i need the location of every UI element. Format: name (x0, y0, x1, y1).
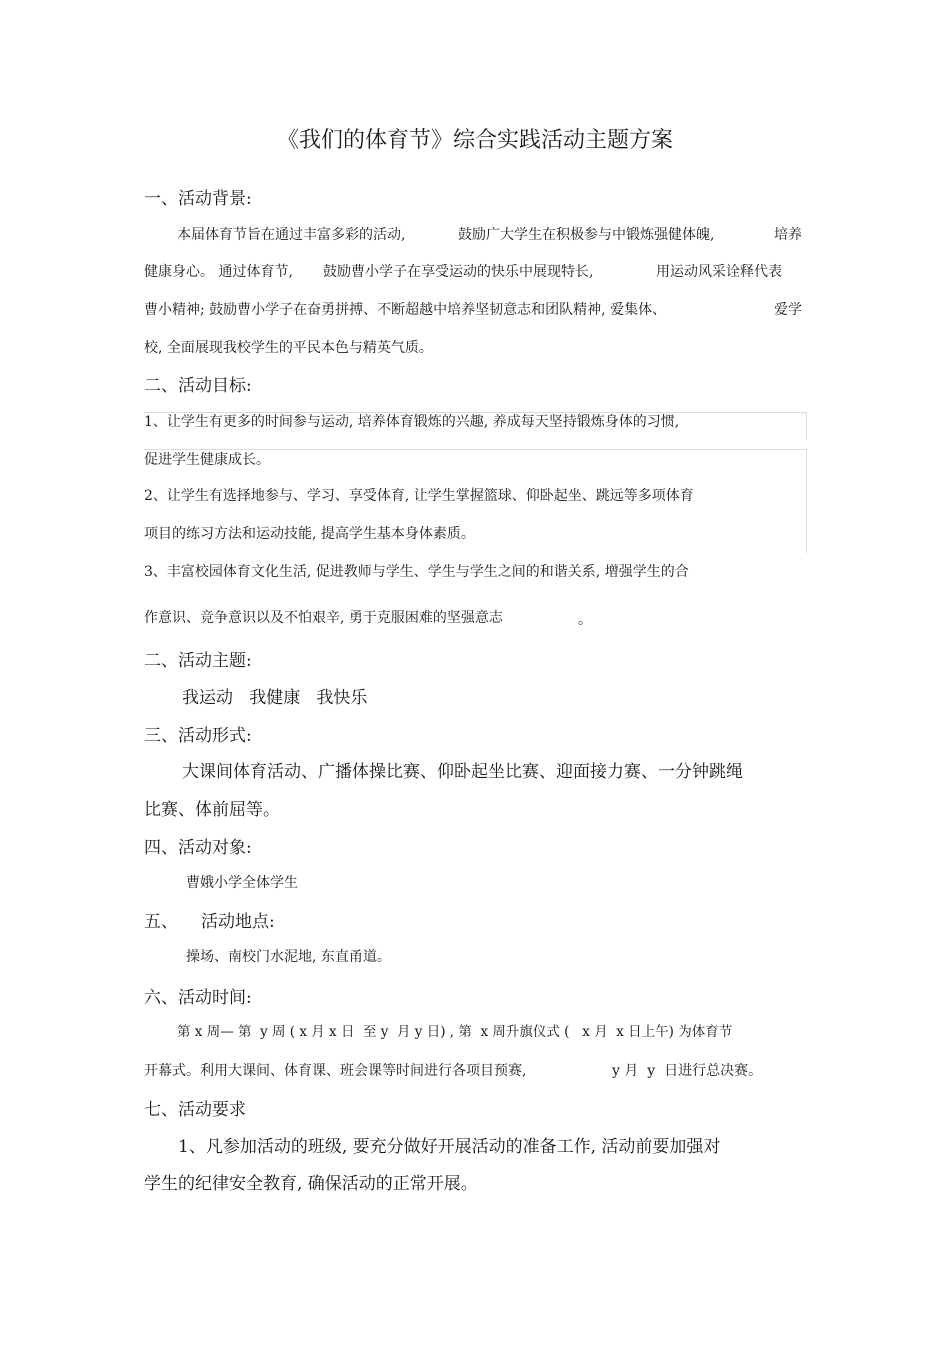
time-line-2: 开幕式。利用大课间、体育课、班会课等时间进行各项目预赛, (144, 1063, 527, 1079)
goal-item-3-line-1: 3、丰富校园体育文化生活, 促进教师与学生、学生与学生之间的和谐关系, 增强学生的合 (144, 564, 689, 580)
text-segment: 爱学 (774, 302, 802, 318)
goal-item-2-line-1: 2、让学生有选择地参与、学习、享受体育, 让学生掌握篮球、仰卧起坐、跳远等多项体育 (144, 488, 694, 504)
section-heading-place-number: 五、 (144, 912, 178, 932)
place-text: 操场、南校门水泥地, 东直甬道。 (186, 949, 391, 965)
goal-item-1-line-2: 促进学生健康成长。 (144, 452, 270, 468)
table-rule (806, 412, 807, 440)
text-segment: 曹小精神; 鼓励曹小学子在奋勇拼搏、不断超越中培养坚韧意志和团队精神, 爱集体、 (144, 302, 667, 318)
text-segment: 鼓励广大学生在积极参与中锻炼强健体魄, (458, 227, 715, 243)
paragraph-line: 校, 全面展现我校学生的平民本色与精英气质。 (144, 340, 433, 356)
goal-item-3-line-2: 作意识、竞争意识以及不怕艰辛, 勇于克服困难的坚强意志 (144, 610, 503, 626)
theme-text: 我运动 我健康 我快乐 (182, 688, 368, 708)
section-heading-form: 三、活动形式: (144, 726, 252, 746)
section-heading-requirements: 七、活动要求 (144, 1100, 246, 1120)
paragraph-line (144, 300, 666, 320)
section-heading-target: 四、活动对象: (144, 838, 252, 858)
section-heading-theme: 二、活动主题: (144, 651, 252, 671)
form-line-2: 比赛、体前屈等。 (144, 800, 280, 820)
form-line-1: 大课间体育活动、广播体操比赛、仰卧起坐比赛、迎面接力赛、一分钟跳绳 (182, 762, 743, 782)
text-segment: 鼓励曹小学子在享受运动的快乐中展现特长, (323, 264, 594, 280)
time-line-1: 第 x 周— 第 y 周 ( x 月 x 日 至 y 月 y 日) , 第 x 周升旗仪式 ( x 月 x 日上午) 为体育节 (177, 1024, 733, 1040)
requirements-line-1: 1、凡参加活动的班级, 要充分做好开展活动的准备工作, 活动前要加强对 (178, 1137, 721, 1157)
section-heading-place: 活动地点: (201, 912, 275, 932)
paragraph-line (458, 225, 714, 245)
text-segment: 用运动风采诠释代表 (656, 264, 782, 280)
text-segment: 培养 (774, 227, 802, 243)
paragraph-line (323, 262, 593, 282)
document-title: 《我们的体育节》综合实践活动主题方案 (276, 128, 673, 153)
section-heading-time: 六、活动时间: (144, 988, 252, 1008)
goal-item-3-end: 。 (578, 612, 592, 628)
section-heading-goals: 二、活动目标: (144, 376, 252, 396)
paragraph-line (774, 300, 802, 320)
goal-item-1-line-1: 1、让学生有更多的时间参与运动, 培养体育锻炼的兴趣, 养成每天坚持锻炼身体的习惯, (144, 414, 680, 430)
paragraph-line (656, 262, 782, 282)
paragraph-line (177, 225, 405, 245)
paragraph-line (774, 225, 802, 245)
time-line-2-end: y 月 y 日进行总决赛。 (612, 1063, 763, 1079)
goal-item-2-line-2: 项目的练习方法和运动技能, 提高学生基本身体素质。 (144, 526, 475, 542)
paragraph-line (144, 262, 293, 282)
requirements-line-2: 学生的纪律安全教育, 确保活动的正常开展。 (144, 1174, 478, 1194)
text-segment: 健康身心。 通过体育节, (144, 264, 293, 280)
section-heading-background: 一、活动背景: (144, 189, 252, 209)
target-text: 曹娥小学全体学生 (186, 875, 298, 891)
table-rule (806, 449, 807, 553)
text-segment: 本届体育节旨在通过丰富多彩的活动, (177, 227, 406, 243)
